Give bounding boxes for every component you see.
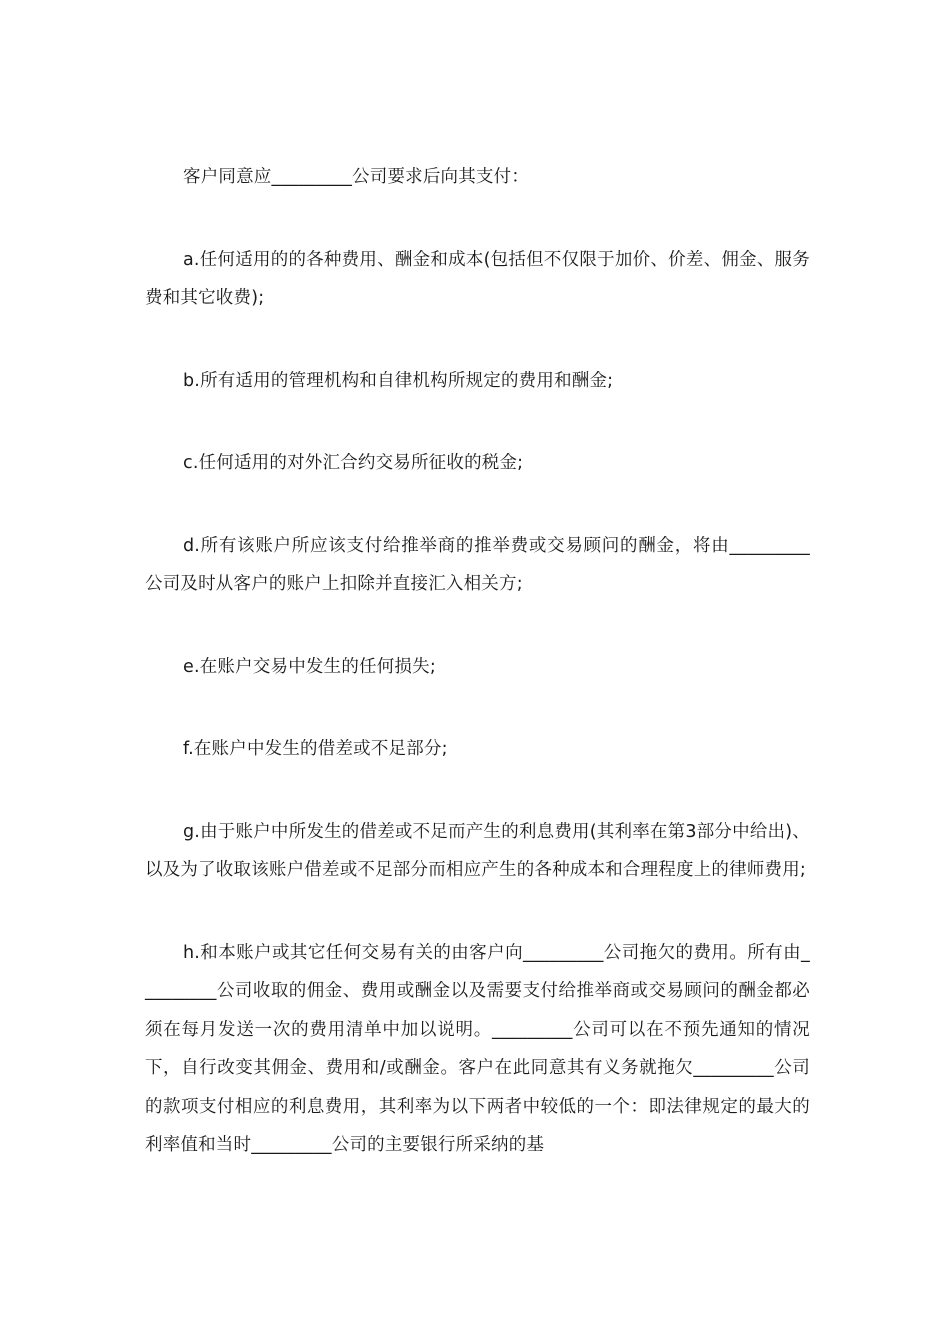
clause-d: d.所有该账户所应该支付给推举商的推举费或交易顾问的酬金，将由_________公司及时从客户的账户上扣除并直接汇入相关方;	[145, 535, 810, 594]
intro-paragraph: 客户同意应_________公司要求后向其支付：	[183, 167, 530, 187]
clause-c: c.任何适用的对外汇合约交易所征收的税金;	[183, 453, 524, 473]
clause-f: f.在账户中发生的借差或不足部分;	[183, 739, 448, 759]
clause-a: a.任何适用的的各种费用、酬金和成本(包括但不仅限于加价、价差、佣金、服务费和其它收费);	[145, 249, 810, 308]
document-body	[145, 158, 810, 1165]
clause-b: b.所有适用的管理机构和自律机构所规定的费用和酬金;	[183, 370, 614, 391]
clause-e: e.在账户交易中发生的任何损失;	[183, 656, 436, 677]
clause-h: h.和本账户或其它任何交易有关的由客户向_________公司拖欠的费用。所有由_________公司收取的佣金、费用或酬金以及需要支付给推举商或交易顾问的酬金都必须在每月发送一次的费用清单中加以说明。_________公司可以在不预先通知的情况下，自行改变其佣金、费用和/或酬金。客户在此同意其有义务就拖欠_________公司的款项支付相应的利息费用，其利率为以下两者中较低的一个：即法律规定的最大的利率值和当时_________公司的主要银行所采纳的基	[145, 942, 810, 1155]
clause-g: g.由于账户中所发生的借差或不足而产生的利息费用(其利率在第3部分中给出)、以及为了收取该账户借差或不足部分而相应产生的各种成本和合理程度上的律师费用;	[145, 821, 810, 880]
